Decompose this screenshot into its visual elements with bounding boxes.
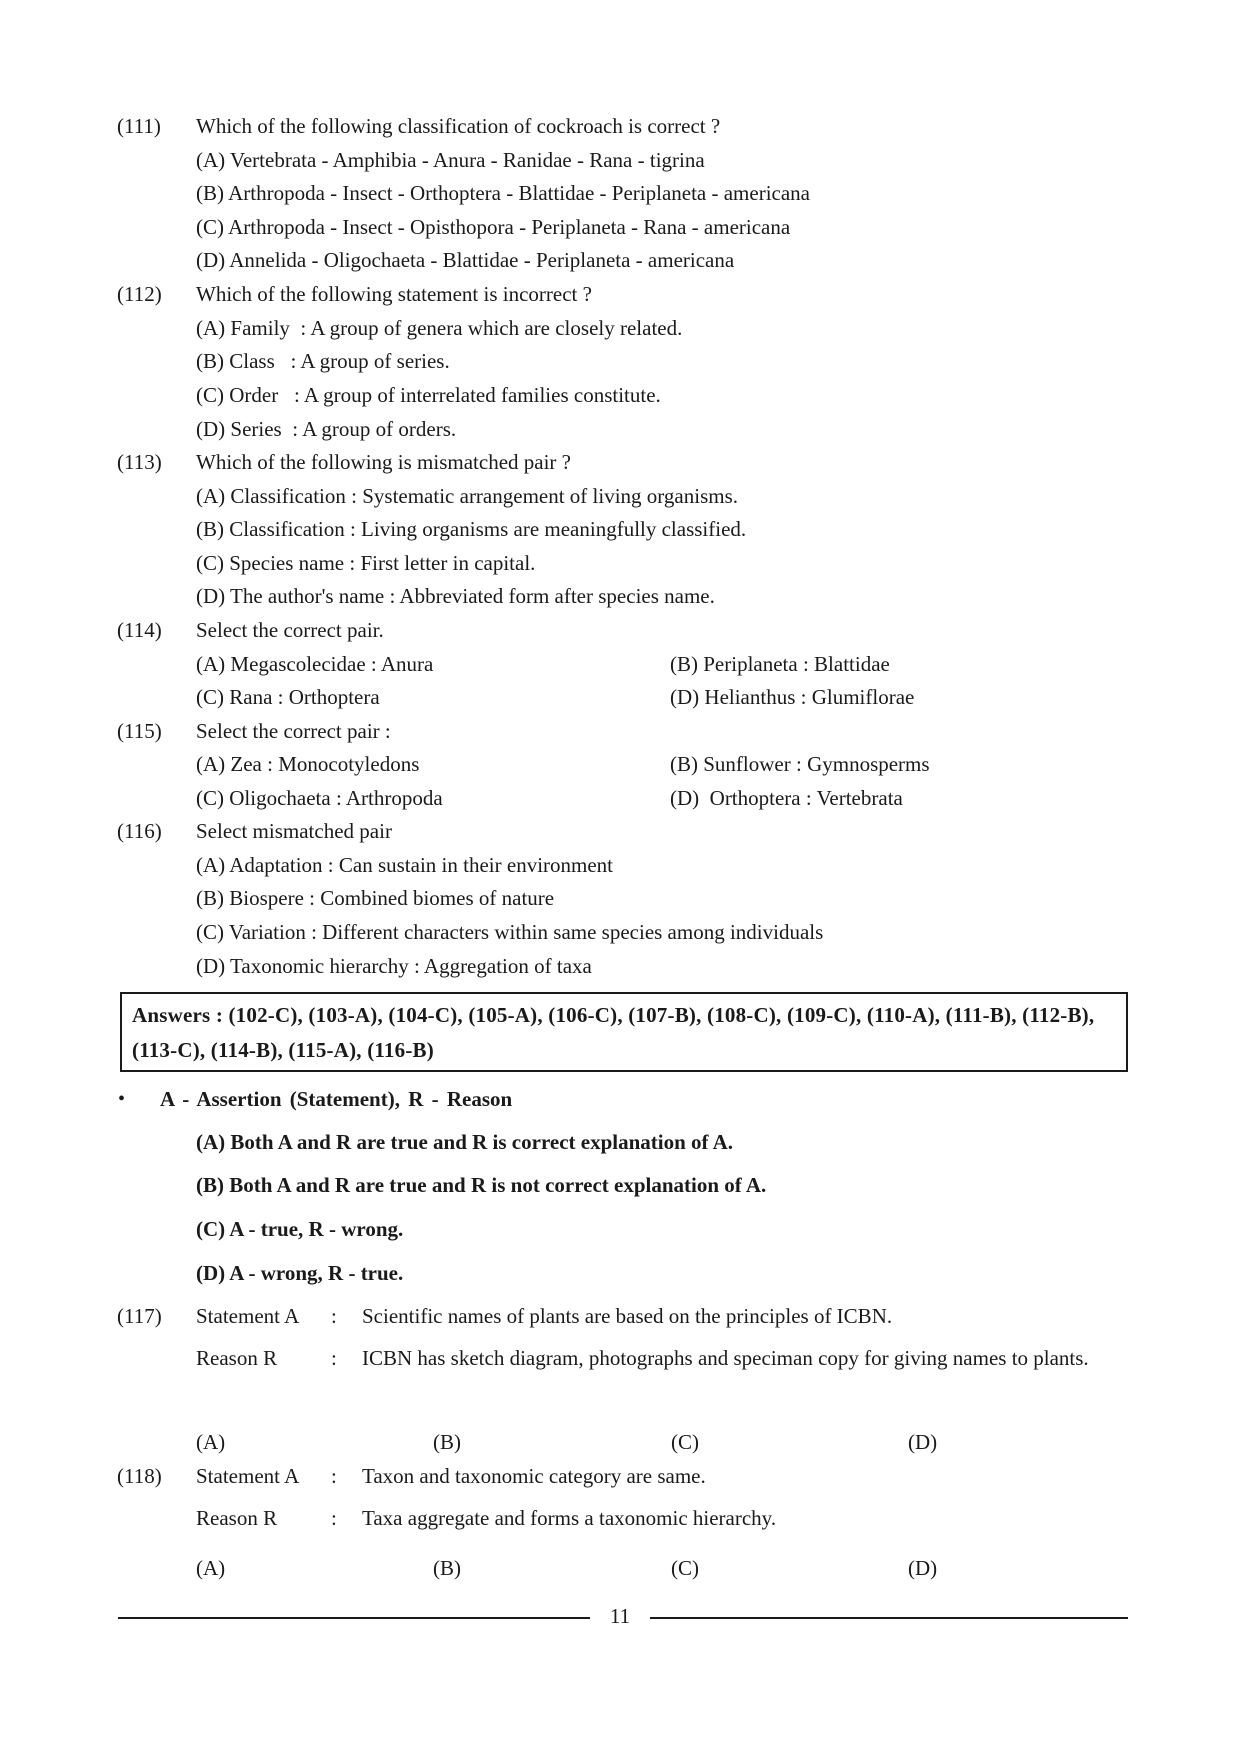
footer-rule-left xyxy=(118,1617,590,1619)
question-number: (111) xyxy=(117,114,161,138)
statement-text: Taxon and taxonomic category are same. xyxy=(362,1464,706,1488)
reason-label: Reason R xyxy=(196,1506,278,1530)
colon: : xyxy=(331,1464,337,1488)
option: (B) Classification : Living organisms are meaningfully classified. xyxy=(196,517,747,541)
question-text: Which of the following is mismatched pair ? xyxy=(196,450,571,474)
answer-choice: (D) xyxy=(908,1430,938,1454)
option: (A) Family : A group of genera which are closely related. xyxy=(196,316,683,340)
ar-choice: (D) A - wrong, R - true. xyxy=(196,1261,404,1285)
option: (C) Species name : First letter in capital. xyxy=(196,551,536,575)
answer-choice: (D) xyxy=(908,1556,938,1580)
option: (D) Annelida - Oligochaeta - Blattidae - Periplaneta - americana xyxy=(196,248,735,272)
option: (D) Helianthus : Glumiflorae xyxy=(670,685,915,709)
reason-label: Reason R xyxy=(196,1346,278,1370)
option: (D) Orthoptera : Vertebrata xyxy=(670,786,903,810)
option: (C) Order : A group of interrelated families constitute. xyxy=(196,383,661,407)
reason-text: ICBN has sketch diagram, photographs and speciman copy for giving names to plants. xyxy=(362,1346,1089,1370)
option: (B) Arthropoda - Insect - Orthoptera - Blattidae - Periplaneta - americana xyxy=(196,181,810,205)
answer-choice: (C) xyxy=(671,1556,699,1580)
question-number: (113) xyxy=(117,450,162,474)
option: (D) Series : A group of orders. xyxy=(196,417,457,441)
colon: : xyxy=(331,1346,337,1370)
answers-box xyxy=(120,992,1128,1072)
answer-choice: (B) xyxy=(433,1430,461,1454)
option: (C) Rana : Orthoptera xyxy=(196,685,380,709)
page-number: 11 xyxy=(609,1604,631,1628)
option: (C) Variation : Different characters within same species among individuals xyxy=(196,920,824,944)
answer-choice: (A) xyxy=(196,1430,226,1454)
colon: : xyxy=(331,1304,337,1328)
question-text: Which of the following statement is incorrect ? xyxy=(196,282,592,306)
statement-label: Statement A xyxy=(196,1464,300,1488)
option: (D) Taxonomic hierarchy : Aggregation of taxa xyxy=(196,954,592,978)
question-number: (112) xyxy=(117,282,162,306)
option: (C) Arthropoda - Insect - Opisthopora - Periplaneta - Rana - americana xyxy=(196,215,791,239)
option: (A) Adaptation : Can sustain in their environment xyxy=(196,853,614,877)
bullet-icon: • xyxy=(118,1088,126,1110)
option: (C) Oligochaeta : Arthropoda xyxy=(196,786,443,810)
option: (B) Class : A group of series. xyxy=(196,349,450,373)
answers-text: Answers : (102-C), (103-A), (104-C), (105-A), (106-C), (107-B), (108-C), (109-C), (110-A), (111-B), (112-B), (113-C), (114-B), (115-A), (116-B) xyxy=(132,1003,1095,1062)
question-text: Select the correct pair. xyxy=(196,618,384,642)
question-number: (116) xyxy=(117,819,162,843)
option: (B) Periplaneta : Blattidae xyxy=(670,652,890,676)
ar-choice: (A) Both A and R are true and R is correct explanation of A. xyxy=(196,1130,734,1154)
colon: : xyxy=(331,1506,337,1530)
answer-choice: (A) xyxy=(196,1556,226,1580)
answer-choice: (B) xyxy=(433,1556,461,1580)
question-number: (115) xyxy=(117,719,162,743)
option: (B) Sunflower : Gymnosperms xyxy=(670,752,930,776)
question-text: Select the correct pair : xyxy=(196,719,391,743)
question-number: (117) xyxy=(117,1304,162,1328)
option: (D) The author's name : Abbreviated form after species name. xyxy=(196,584,715,608)
option: (A) Megascolecidae : Anura xyxy=(196,652,434,676)
answer-choice: (C) xyxy=(671,1430,699,1454)
option: (B) Biospere : Combined biomes of nature xyxy=(196,886,555,910)
question-text: Which of the following classification of cockroach is correct ? xyxy=(196,114,721,138)
option: (A) Classification : Systematic arrangement of living organisms. xyxy=(196,484,739,508)
reason-text: Taxa aggregate and forms a taxonomic hierarchy. xyxy=(362,1506,777,1530)
question-number: (114) xyxy=(117,618,162,642)
option: (A) Zea : Monocotyledons xyxy=(196,752,420,776)
footer-rule-right xyxy=(650,1617,1128,1619)
option: (A) Vertebrata - Amphibia - Anura - Ranidae - Rana - tigrina xyxy=(196,148,705,172)
assertion-heading: A - Assertion (Statement), R - Reason xyxy=(160,1087,513,1111)
ar-choice: (C) A - true, R - wrong. xyxy=(196,1217,404,1241)
statement-label: Statement A xyxy=(196,1304,300,1328)
question-text: Select mismatched pair xyxy=(196,819,392,843)
statement-text: Scientific names of plants are based on the principles of ICBN. xyxy=(362,1304,893,1328)
question-number: (118) xyxy=(117,1464,162,1488)
ar-choice: (B) Both A and R are true and R is not correct explanation of A. xyxy=(196,1173,767,1197)
